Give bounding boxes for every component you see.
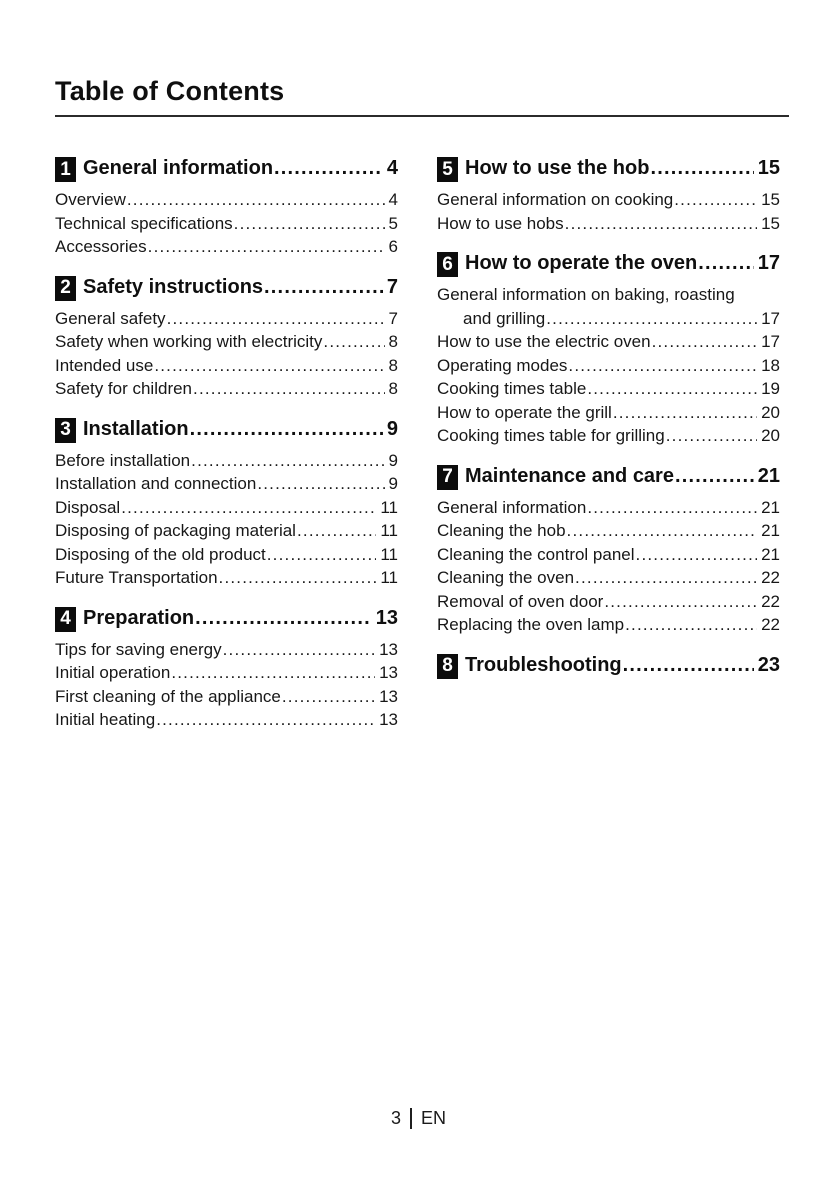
toc-entry xyxy=(55,235,398,259)
page-header xyxy=(0,0,837,117)
toc-section-heading xyxy=(437,465,780,490)
toc-entry xyxy=(437,424,780,448)
toc-section-heading xyxy=(437,654,780,679)
toc-entry xyxy=(437,307,780,331)
toc-entry xyxy=(437,496,780,520)
toc-entry-page: 17 xyxy=(761,332,780,351)
section-title: Maintenance and care xyxy=(465,464,674,487)
toc-entry-page: 8 xyxy=(388,379,398,398)
page-title: Table of Contents xyxy=(55,76,285,106)
dot-leader xyxy=(674,188,757,212)
toc-entry-label: Cleaning the hob xyxy=(437,521,566,540)
dot-leader xyxy=(698,252,754,275)
toc-entry xyxy=(437,543,780,567)
toc-section xyxy=(437,157,780,235)
toc-entry-label: Initial operation xyxy=(55,663,171,682)
toc-entry xyxy=(437,212,780,236)
dot-leader xyxy=(219,566,377,590)
toc-entry-label: How to use the electric oven xyxy=(437,332,651,351)
section-title: How to use the hob xyxy=(465,157,650,179)
toc-entry-page: 11 xyxy=(380,497,398,517)
toc-entry-page: 18 xyxy=(761,355,780,375)
toc-entry-page: 22 xyxy=(761,615,780,634)
toc-entry-page: 11 xyxy=(380,568,398,587)
toc-section xyxy=(55,157,398,259)
toc-section-heading xyxy=(437,157,780,182)
dot-leader xyxy=(223,638,375,662)
toc-entry xyxy=(55,472,398,496)
toc-entry xyxy=(437,283,780,307)
toc-entry xyxy=(55,708,398,732)
dot-leader xyxy=(267,543,377,567)
toc-entry-label: Initial heating xyxy=(55,710,156,729)
toc-entry-label: General safety xyxy=(55,308,166,328)
section-number-badge: 2 xyxy=(55,276,76,301)
toc-entry-page: 4 xyxy=(388,190,398,209)
toc-entry-page: 22 xyxy=(761,568,780,587)
section-page-number: 17 xyxy=(757,252,780,274)
toc-entry-label: Replacing the oven lamp xyxy=(437,615,625,634)
dot-leader xyxy=(567,519,758,543)
section-title: Troubleshooting xyxy=(465,653,622,676)
toc-entry-page: 13 xyxy=(379,686,398,706)
dot-leader xyxy=(546,307,757,331)
dot-leader xyxy=(282,685,375,709)
toc-entry-label: Future Transportation xyxy=(55,568,218,587)
toc-entry-label: Cooking times table for grilling xyxy=(437,426,665,445)
toc-entry xyxy=(55,661,398,685)
section-page-number: 23 xyxy=(757,653,780,676)
dot-leader xyxy=(623,654,754,677)
toc-entry xyxy=(55,354,398,378)
toc-entry-label: Overview xyxy=(55,190,126,209)
dot-leader xyxy=(675,465,754,488)
dot-leader xyxy=(154,354,384,378)
toc-entry-label: Cleaning the control panel xyxy=(437,544,635,564)
language-code: EN xyxy=(421,1108,447,1128)
toc-entry xyxy=(437,519,780,543)
toc-entry-label: General information on cooking xyxy=(437,190,674,209)
section-title: Installation xyxy=(83,417,189,440)
dot-leader xyxy=(587,377,757,401)
toc-entry-page: 8 xyxy=(388,355,398,375)
toc-entry xyxy=(55,449,398,473)
toc-section xyxy=(55,607,398,732)
toc-entry-label: Before installation xyxy=(55,450,191,470)
toc-entry-label: Technical specifications xyxy=(55,213,233,233)
toc-entry-label: and grilling xyxy=(463,308,546,328)
section-title: Preparation xyxy=(83,606,195,629)
dot-leader xyxy=(234,212,385,236)
toc-entry-page: 17 xyxy=(761,308,780,328)
toc-entry-page: 11 xyxy=(380,521,398,540)
section-title: How to operate the oven xyxy=(465,252,698,274)
toc-entry-label: General information xyxy=(437,497,587,517)
dot-leader xyxy=(575,566,757,590)
dot-leader xyxy=(652,330,758,354)
dot-leader xyxy=(274,157,383,180)
toc-section-heading xyxy=(55,276,398,301)
footer-separator xyxy=(410,1108,412,1129)
toc-entry-page: 9 xyxy=(388,450,398,470)
table-of-contents xyxy=(0,117,837,749)
toc-section xyxy=(437,654,780,679)
dot-leader xyxy=(636,543,758,567)
toc-entry-page: 20 xyxy=(761,402,780,422)
toc-entry-label: How to use hobs xyxy=(437,213,564,233)
toc-entry xyxy=(437,354,780,378)
page-footer xyxy=(0,1108,837,1129)
toc-entry-label: Safety when working with electricity xyxy=(55,332,323,351)
toc-entry xyxy=(437,330,780,354)
toc-entry-page: 9 xyxy=(388,474,398,493)
toc-section-heading xyxy=(55,607,398,632)
toc-entry xyxy=(55,519,398,543)
toc-section xyxy=(55,418,398,590)
toc-entry-label: Disposal xyxy=(55,497,121,517)
dot-leader xyxy=(323,330,384,354)
toc-entry-page: 13 xyxy=(379,639,398,659)
toc-entry-page: 13 xyxy=(379,710,398,729)
toc-section xyxy=(437,252,780,448)
toc-column-left xyxy=(55,157,398,749)
toc-entry-page: 5 xyxy=(388,213,398,233)
dot-leader xyxy=(127,188,385,212)
toc-entry-page: 21 xyxy=(761,497,780,517)
dot-leader xyxy=(625,613,757,637)
dot-leader xyxy=(568,354,757,378)
toc-entry-label: Intended use xyxy=(55,355,154,375)
section-number-badge: 5 xyxy=(437,157,458,182)
toc-entry-label: General information on baking, roasting xyxy=(437,285,735,304)
dot-leader xyxy=(190,418,383,441)
toc-section xyxy=(437,465,780,637)
dot-leader xyxy=(193,377,385,401)
toc-entry xyxy=(55,685,398,709)
section-page-number: 4 xyxy=(386,157,398,179)
dot-leader xyxy=(565,212,757,236)
section-page-number: 13 xyxy=(375,606,398,629)
toc-entry xyxy=(437,613,780,637)
toc-entry-label: Disposing of packaging material xyxy=(55,521,296,540)
toc-entry-label: Cooking times table xyxy=(437,379,587,398)
dot-leader xyxy=(167,307,385,331)
toc-section-heading xyxy=(55,418,398,443)
section-number-badge: 6 xyxy=(437,252,458,277)
toc-entry-page: 20 xyxy=(761,426,780,445)
section-number-badge: 1 xyxy=(55,157,76,182)
dot-leader xyxy=(604,590,757,614)
toc-entry-page: 8 xyxy=(388,332,398,351)
section-number-badge: 7 xyxy=(437,465,458,490)
section-number-badge: 4 xyxy=(55,607,76,632)
toc-entry-label: Cleaning the oven xyxy=(437,568,575,587)
toc-entry xyxy=(55,496,398,520)
section-number-badge: 8 xyxy=(437,654,458,679)
toc-section-heading xyxy=(55,157,398,182)
toc-entry-label: Tips for saving energy xyxy=(55,639,222,659)
section-page-number: 7 xyxy=(386,275,398,298)
toc-entry-page: 15 xyxy=(761,213,780,233)
toc-entry-page: 22 xyxy=(761,591,780,611)
toc-entry-label: Removal of oven door xyxy=(437,591,604,611)
dot-leader xyxy=(191,449,384,473)
toc-entry xyxy=(437,188,780,212)
toc-entry xyxy=(55,566,398,590)
dot-leader xyxy=(297,519,376,543)
toc-entry xyxy=(437,401,780,425)
toc-entry xyxy=(437,566,780,590)
dot-leader xyxy=(156,708,375,732)
section-page-number: 9 xyxy=(386,417,398,440)
toc-entry-label: How to operate the grill xyxy=(437,402,612,422)
toc-column-right xyxy=(437,157,780,749)
toc-entry-page: 7 xyxy=(388,308,398,328)
dot-leader xyxy=(121,496,376,520)
toc-entry-page: 13 xyxy=(379,663,398,682)
toc-entry-label: Operating modes xyxy=(437,355,568,375)
toc-entry-page: 6 xyxy=(388,237,398,256)
toc-entry xyxy=(55,307,398,331)
toc-entry-page: 15 xyxy=(761,190,780,209)
toc-entry xyxy=(55,330,398,354)
toc-entry-label: Safety for children xyxy=(55,379,193,398)
page-number: 3 xyxy=(390,1108,401,1128)
toc-entry-page: 19 xyxy=(761,379,780,398)
toc-entry-page: 21 xyxy=(761,521,780,540)
section-page-number: 21 xyxy=(757,464,780,487)
section-number-badge: 3 xyxy=(55,418,76,443)
toc-entry xyxy=(55,377,398,401)
toc-entry-label: First cleaning of the appliance xyxy=(55,686,281,706)
section-title: Safety instructions xyxy=(83,275,264,298)
toc-entry xyxy=(437,377,780,401)
toc-entry-label: Disposing of the old product xyxy=(55,544,266,564)
toc-entry xyxy=(55,188,398,212)
toc-entry xyxy=(55,543,398,567)
dot-leader xyxy=(264,276,383,299)
toc-entry xyxy=(437,590,780,614)
toc-section-heading xyxy=(437,252,780,277)
dot-leader xyxy=(587,496,757,520)
toc-entry-label: Installation and connection xyxy=(55,474,257,493)
toc-entry-page: 11 xyxy=(380,544,398,564)
dot-leader xyxy=(650,157,753,180)
dot-leader xyxy=(666,424,757,448)
dot-leader xyxy=(171,661,375,685)
dot-leader xyxy=(195,607,372,630)
toc-entry xyxy=(55,638,398,662)
dot-leader xyxy=(148,235,385,259)
section-title: General information xyxy=(83,157,274,179)
dot-leader xyxy=(257,472,384,496)
toc-entry xyxy=(55,212,398,236)
section-page-number: 15 xyxy=(757,157,780,179)
toc-section xyxy=(55,276,398,401)
toc-entry-page: 21 xyxy=(761,544,780,564)
toc-entry-label: Accessories xyxy=(55,237,147,256)
dot-leader xyxy=(613,401,757,425)
